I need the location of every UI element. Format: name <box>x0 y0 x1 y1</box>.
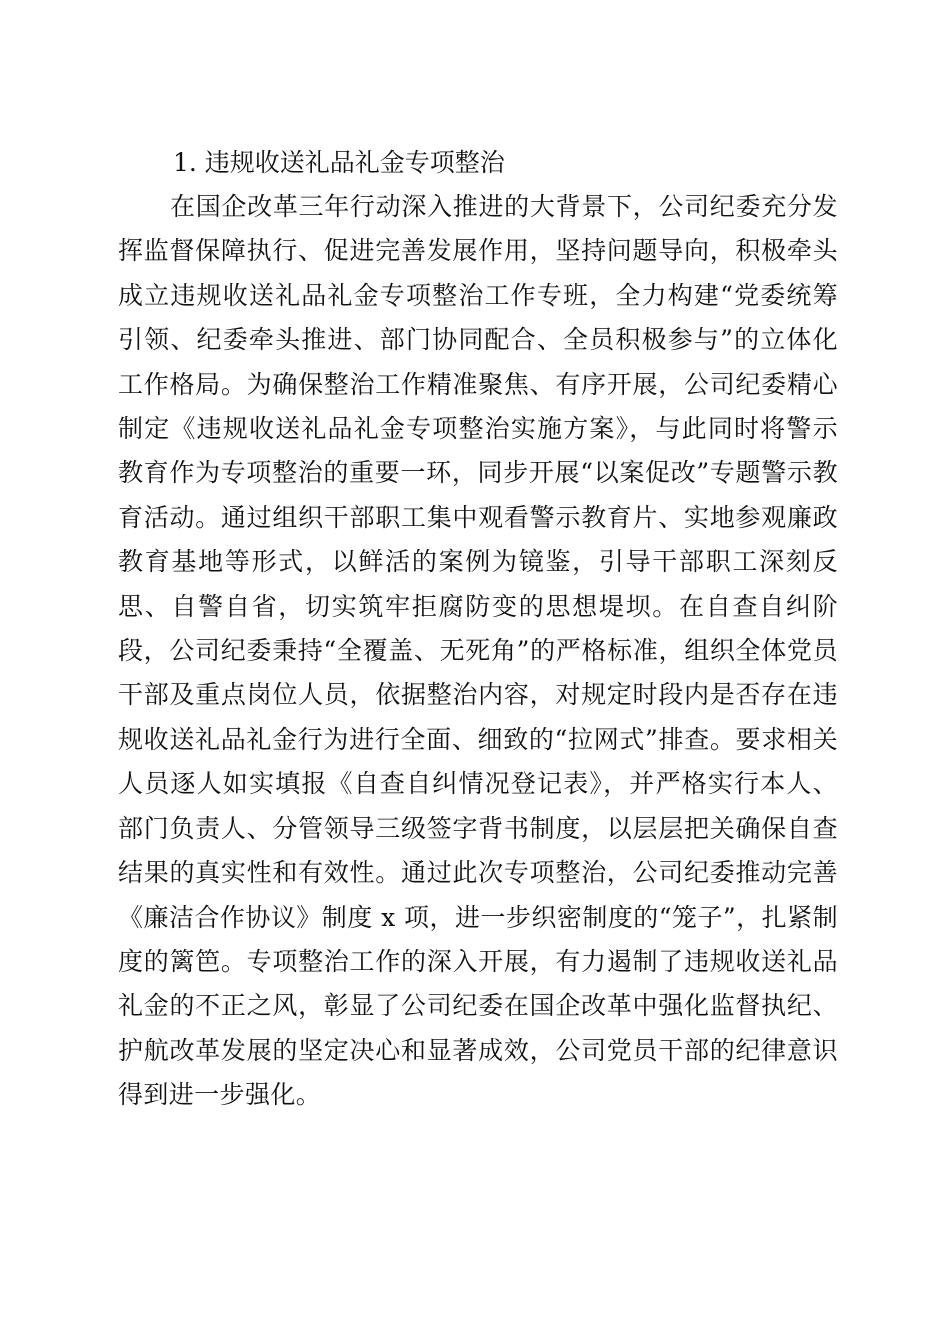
section-heading: 1. 违规收送礼品礼金专项整治 <box>173 148 505 177</box>
body-paragraph: 在国企改革三年行动深入推进的大背景下，公司纪委充分发挥监督保障执行、促进完善发展作用，坚持问题导向，积极牵头成立违规收送礼品礼金专项整治工作专班，全力构建“党委统筹引领、纪委牵头推进、部门协同配合、全员积极参与”的立体化工作格局。为确保整治工作精准聚焦、有序开展，公司纪委精心制定《违规收送礼品礼金专项整治实施方案》，与此同时将警示教育作为专项整治的重要一环，同步开展“以案促改”专题警示教育活动。通过组织干部职工集中观看警示教育片、实地参观廉政教育基地等形式，以鲜活的案例为镜鉴，引导干部职工深刻反思、自警自省，切实筑牢拒腐防变的思想堤坝。在自查自纠阶段，公司纪委秉持“全覆盖、无死角”的严格标准，组织全体党员干部及重点岗位人员，依据整治内容，对规定时段内是否存在违规收送礼品礼金行为进行全面、细致的“拉网式”排查。要求相关人员逐人如实填报《自查自纠情况登记表》，并严格实行本人、部门负责人、分管领导三级签字背书制度，以层层把关确保自查结果的真实性和有效性。通过此次专项整治，公司纪委推动完善《廉洁合作协议》制度 x 项，进一步织密制度的“笼子”，扎紧制度的篱笆。专项整治工作的深入开展，有力遏制了违规收送礼品礼金的不正之风，彰显了公司纪委在国企改革中强化监督执纪、护航改革发展的坚定决心和显著成效，公司党员干部的纪律意识得到进一步强化。 <box>118 192 838 1110</box>
